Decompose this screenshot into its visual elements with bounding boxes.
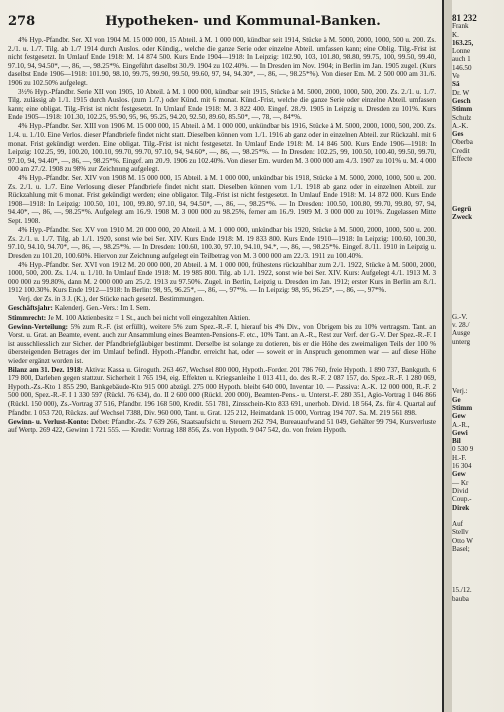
paragraph xyxy=(8,226,436,260)
right-column-line: 163.25, xyxy=(452,38,474,47)
right-column-line: Divid xyxy=(452,486,469,495)
paragraph-text: Debet: Pfandbr.-Zs. 7 639 266, Staatsaufsicht u. Steuern 262 794, Bureauaufwand 51 049, Gehälter 99 794, Kursverluste auf Wertp. 269 422, Gewinn 1 721 555. — Kredit: Vortrag 188 856, Zs. von Hypoth. 9 047 542, do. von freien Hypoth. xyxy=(8,417,436,435)
right-column-line xyxy=(452,296,504,304)
right-column-line xyxy=(452,379,504,387)
right-column-line: Gewi xyxy=(452,428,468,437)
section-label: Gewinn-Verteilung: xyxy=(8,322,69,331)
paragraph-text: Verj. der Zs. in 3 J. (K.), der Stücke nach gesetzl. Bestimmungen. xyxy=(18,295,204,304)
right-column-line xyxy=(452,255,504,263)
right-column-line: v. 28./ xyxy=(452,320,470,329)
right-column-line: Ve xyxy=(452,72,460,81)
right-column-line xyxy=(452,354,504,362)
right-column-line: Credit xyxy=(452,146,470,155)
right-column-line: 81 232 xyxy=(452,14,477,23)
right-column-line: Oberba xyxy=(452,138,473,147)
right-column-line: Gegrü xyxy=(452,204,472,213)
paragraph xyxy=(8,36,436,87)
right-column-line: Gew xyxy=(452,470,466,479)
paragraph-text: Aktiva: Kassa u. Giroguth. 263 467, Wechsel 800 000, Hypoth.-Forder. 201 786 760, freie Hypoth. 1 890 737, Bankguth. 6 179 800, Darlehen gegen stattzur. Sicherheit 1 765 194, eig. Effekten u. Kriegsanleihe 1 013 411, do. des R.-F. 2 087 157, do. Spez.-R.-F. 1 280 069, Hypoth.-Zs.-Kto 1 855 290, Bankgebäude-Kto 915 000 abzügl. 275 000 Hypoth. bleibt 640 000, Inventar 10. — Passiva: A.-K. 12 000 000, R.-F. 2 500 000, Spez.-R.-F. I 1 330 597 (Rückl. 76 634), do. II 2 600 000 (Rückl. 200 000), Beamten-Pens.- u. Unterst.-F. 280 351, Agio-Vortrag 1 046 866 (Rückl. 150 000), Zs.-Vortrag 37 516, Pfandbr. 196 168 500, Kredit. 551 781, Zinsschein-Kto 833 691, unerhob. Divid. 18 564, Zs. für 4. Quartal auf Pfandbr. 1 053 720, Rückzs. auf Wechsel 7388, Div. 960 000, Tant. u. Grat. 125 212, Heimatdank 15 000, Vortrag 194 707. Sa. M. 219 561 898. xyxy=(8,365,436,417)
right-column-line: bauba xyxy=(452,594,469,603)
right-column-line: A.-R., xyxy=(452,420,470,429)
paragraph xyxy=(8,418,436,435)
right-column-line: Ges xyxy=(452,130,464,139)
right-column-line xyxy=(452,288,504,296)
page-header xyxy=(8,14,438,30)
right-column-line: 146.50 xyxy=(452,63,472,72)
paragraph xyxy=(8,314,436,323)
paragraph-text: 4% Hyp.-Pfandbr. Ser. XI von 1904 M. 15 000 000, 15 Abteil. à M. 1 000 000, kündbar seit 1914, Stücke à M. 5000, 2000, 1000, 500 u. 200. Zs. 2./1. u. 1./7. Tilg. ab 1./7 1914 durch Auslos. oder Kündig., welche die ganze Serie oder einzelne Abteil. umfassen kann; eine Oblig. Tilg.-Frist ist nicht festgesetzt. In Umlauf Ende 1918: M. 14 874 500. Kurs Ende 1904—1918: In Leipzig: 102.90, 103, 101.80, 98.80, 99.75, 100, 99.50, 99.40, 97.10, 94, 94.50*, —, 86, —, 98.25*%. Eingeführt daselbst 30./9. 1904 zu 102.40%. — In Dresden im Nov. 1904; in Berlin im Jan. 1905 zugel. (Kurs daselbst Ende 1906—1918: 101.90, 98.10, 99.75, 99.90, 99.50, 99.60, 97, 94, 94.30*, —, 86, —, 98.25*%). Von dieser Em. M. 2 500 000 am 31./6. 1906 zu 102.50% aufgelegt. xyxy=(8,36,436,87)
right-column-line: K. xyxy=(452,30,459,39)
right-column-line xyxy=(452,230,504,238)
right-column-line: Verj.: xyxy=(452,387,468,396)
paragraph xyxy=(8,261,436,295)
paragraph-text: 4% Hyp.-Pfandbr. Ser. XV von 1910 M. 20 000 000, 20 Abteil. à M. 1 000 000, unkündbar bis 1920, Stücke à M. 5000, 2000, 1000, 500 u. 200. Zs. 2./1. u. 1./7. Tilg. ab 1./1. 1920, sonst wie bei Ser. XIV. Kurs Ende 1918: M. 19 833 800. Kurs Ende 1910—1918: In Leipzig: 100.60, 100.30, 97.10, 94.10, 94.70*, —, 86, —, 98.25*%. — In Dresden: 100.60, 100.30, 97.10, 94.10, 94.*, —, 86, —, 98.25*%. Eingef. 8./11. 1910 in Leipzig u. Dresden zu 101.20, 100.60%. Hiervon zur Zeichnung aufgelegt ein Teilbetrag von M. 3 000 000 am 22./3. 1911 zu 100.40%. xyxy=(8,226,436,260)
right-column-line: 16 304 xyxy=(452,462,472,471)
paragraph-text: 4% Hyp.-Pfandbr. Ser. XIV von 1908 M. 15 000 000, 15 Abteil. à M. 1 000 000, unkündbar bis 1918, Stücke à M. 5000, 2000, 1000, 500 u. 200. Zs. 2./1. u. 1./7. Eine Verlosung dieser Pfandbriefe findet nicht statt. Dieselben können vom 1./1. 1918 ab ganz oder in einzelnen Abteil. zur Rückzahlung mit 6 monat. Frist gekündigt werden; eine obligator. Tilg.-Frist ist nicht festgesetzt. In Umlauf Ende 1918: M. 14 872 000. Kurs Ende 1908—1918: In Leipzig: 100.50, 101, 100, 99.80, 97.10, 94, 94.50*, —, 86, —, 98.25*%. — In Dresden: 100.50, 100.80, 99.70, 99.80, 97, 94, 94.40*, —, 86, —, 98.25*%. Aufgelegt am 16./9. 1908 M. 3 000 000 zu 98.25%, ferner am 16./9. 1909 M. 3 000 000 zu 101%. Zugelassen Mitte Sept. 1908. xyxy=(8,174,436,225)
right-column-line: Gew xyxy=(452,412,466,421)
page-gutter xyxy=(444,0,452,712)
right-column-line: Otto W xyxy=(452,536,473,545)
paragraph xyxy=(8,295,436,304)
section-label: Gewinn- u. Verlust-Konto: xyxy=(8,417,89,426)
right-column-line: Ge xyxy=(452,395,461,404)
paragraph xyxy=(8,122,436,173)
right-column-line: Sä xyxy=(452,80,460,89)
right-column-line xyxy=(452,362,504,370)
page-title: Hypotheken- und Kommunal-Banken. xyxy=(105,14,381,29)
paragraph-text: 4% Hyp.-Pfandbr. Ser. XIII von 1906 M. 15 000 000, 15 Abteil. à M. 1 000 000, unkündbar bis 1916, Stücke à M. 5000, 2000, 1000, 500, 200. Zs. 1./4. u. 1./10. Eine Verlos. dieser Pfandbriefe findet nicht statt. Dieselben können vom 1./1. 1916 ab ganz oder in einzelnen Abteil. zur Rückzahl. mit 6 monat. Frist gekündigt werden. Eine obligat. Tilg.-Frist ist nicht festgesetzt. In Umlauf Ende 1918: M. 14 846 500. Kurs Ende 1906—1918: In Leipzig: 102.25, 99, 100.20, 100.10, 99.70, 99.70, 97.10, 94, 94.60*, —, 86, —, 98.25*%. — In Dresden: 102.25, 99, 100.50, 100.40, 99.50, 99.70, 97.10, 94, 94.40*, —, 86, —, 98.25*%. Eingef. am 20./9. 1906 zu 102.40%. Von dieser Em. wurden M. 3 000 000 am 4./3. 1907 zu 101% u. M. 4 000 000 am 27./2. 1908 zu 98% zur Zeichnung aufgelegt. xyxy=(8,122,436,174)
right-column-line: Auf xyxy=(452,520,464,529)
right-column-line: Gesch xyxy=(452,96,471,105)
right-column-line xyxy=(452,553,504,561)
right-column-line xyxy=(452,172,504,180)
right-column-line xyxy=(452,263,504,271)
right-column-line: A.-K. xyxy=(452,121,469,130)
right-column-line: G.-V. xyxy=(452,312,468,321)
right-column-line xyxy=(452,221,504,229)
paragraph xyxy=(8,366,436,417)
right-column-line xyxy=(452,271,504,279)
right-column-line: H.-F. xyxy=(452,453,467,462)
right-column-line xyxy=(452,371,504,379)
right-column-line: Basel; xyxy=(452,545,470,553)
right-column-line: Zweck xyxy=(452,213,473,222)
paragraph-text: 4% Hyp.-Pfandbr. Ser. XVI von 1912 M. 20 000 000, 20 Abteil. à M. 1 000 000, frühestens rückzahlbar zum 2./1. 1922, Stücke à M. 5000, 2000, 1000, 500, 200. Zs. 1./4. u. 1./10. In Umlauf Ende 1918: M. 19 985 800. Tilg. ab 1./1. 1922, sonst wie bei Ser. XIV. Kurs: Aufgelegt 4./1. 1913 M. 3 000 000 zu 99.80%, dann M. 2 000 000 am 25./2. 1913 zu 97.50%. Zugel. in Berlin, Leipzig u. Dresden im Jan. 1912; erster Kurs in Berlin am 8./1. 1912 100.30%. Kurs Ende 1912—1918: In Berlin: 98, 95, 96.25*, —, 86, —, 97*%. — In Leipzig: 98, 95, 96.25*, —, 86, —, 97*%. xyxy=(8,260,436,295)
right-column-line xyxy=(452,304,504,312)
right-column-line: Schulz xyxy=(452,113,472,122)
right-column-line: Frank xyxy=(452,22,469,31)
section-label: Bilanz am 31. Dez. 1918: xyxy=(8,365,83,374)
paragraph xyxy=(8,304,436,313)
right-column-line xyxy=(452,346,504,354)
paragraph-text: 3½% Hyp.-Pfandbr. Serie XII von 1905, 10 Abteil. à M. 1 000 000, kündbar seit 1915, Stücke à M. 5000, 2000, 1000, 500, 200. Zs. 2./1. u. 1./7. Tilg. zulässig ab 1./1. 1915 durch Auslos. (zum 1./7.) oder Künd. mit 6 monat. Künd.-Frist, welche die ganze Serie oder einzelne Abteil. umfassen kann; eine obligat. Tilg.-Frist ist nicht festgesetzt. In Umlauf Ende 1918: M. 3 822 400. Eingef. 28./9. 1905 in Leipzig u. Dresden zu 101%. Kurs Ende 1905—1918: 101.30, 102.25, 95.90, 95, 96, 95.25, 94.20, 92.50, 89.60, 85.50*, —, 78, —, 84*%. xyxy=(8,87,436,122)
paragraph-text: Kalenderj. Gen.-Vers.: Im I. Sem. xyxy=(54,304,151,313)
section-label: Stimmrecht: xyxy=(8,313,47,322)
paragraph-text: 5% zum R.-F. (ist erfüllt), weitere 5% zum Spez.-R.-F. I, hierauf bis 4% Div., von Übrigem bis zu 10% vertragsm. Tant. an Vorst. u. Grat. an Beamte, event. auch zur Ansammlung eines Beamten-Pensions-F. etc., 10% Tant. an A.-R., Rest zur Verf. der G.-V. Der Spez.-R.-F. I ist ausschliesslich zur Sicher. der Pfandbriefgläubiger bestimmt. Derselbe ist solange zu dotieren, bis er die Höhe des zweimaligen Teils der 100 % übersteigenden Betrages der im Umlauf befindl. Hypoth.-Pfandbr. erreicht hat, oder — soweit er in Anspruch genommen war — auf diese Höhe wieder ergänzt worden ist. xyxy=(8,322,436,365)
right-column-line: Dr. W xyxy=(452,88,470,97)
page-number: 278 xyxy=(8,14,36,29)
right-column-line: Ausge xyxy=(452,329,471,338)
right-column-line: Stellv xyxy=(452,528,469,537)
right-column-line: auch 1 xyxy=(452,55,471,64)
right-column-line xyxy=(452,512,504,520)
right-column-line: Bil xyxy=(452,437,461,446)
right-column-line: Effecte xyxy=(452,155,473,164)
right-column-line xyxy=(452,180,504,188)
main-column-text xyxy=(8,36,436,435)
right-column-line: — Kr xyxy=(452,478,469,487)
right-column-line xyxy=(452,197,504,205)
paragraph xyxy=(8,88,436,122)
next-page-column-fragment xyxy=(452,14,504,712)
right-column-line: Direk xyxy=(452,503,470,512)
right-column-line: Stimm xyxy=(452,403,473,412)
right-column-line: Coup.- xyxy=(452,495,472,504)
paragraph xyxy=(8,174,436,225)
right-column-line: unterg xyxy=(452,337,470,346)
right-column-line: 15./12. xyxy=(452,586,472,595)
right-column-line xyxy=(452,188,504,196)
right-column-line xyxy=(452,163,504,171)
right-column-line xyxy=(452,562,504,570)
paragraph xyxy=(8,323,436,366)
right-column-line xyxy=(452,238,504,246)
section-label: Geschäftsjahr: xyxy=(8,304,53,313)
right-column-line: 0 530 9 xyxy=(452,445,474,454)
right-column-line xyxy=(452,578,504,586)
paragraph-text: Je M. 100 Aktienbesitz = 1 St., auch bei nicht voll eingezahlten Aktien. xyxy=(47,313,251,322)
right-column-line: Stimm xyxy=(452,105,473,114)
right-column-line xyxy=(452,570,504,578)
right-column-line: Lonne xyxy=(452,47,471,56)
right-column-line xyxy=(452,280,504,288)
right-column-line xyxy=(452,246,504,254)
